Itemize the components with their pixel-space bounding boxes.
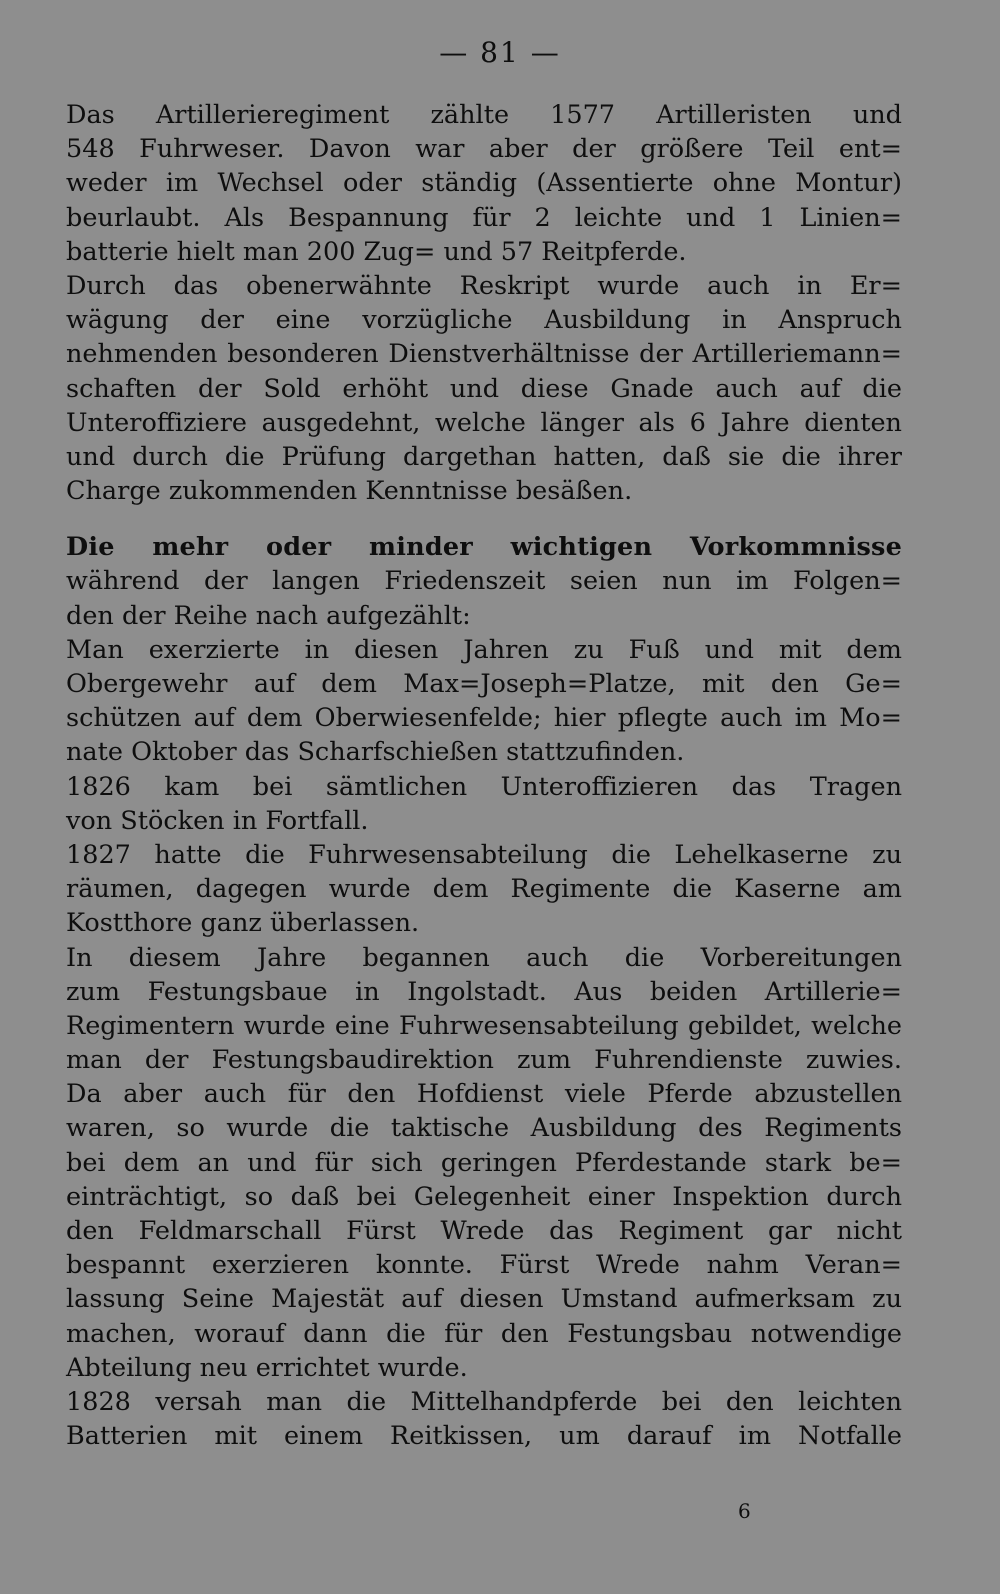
text-line: räumen, dagegen wurde dem Regimente die Kaserne am xyxy=(66,874,902,905)
text-line: 1827 hatte die Fuhrwesensabteilung die Lehelkaserne zu xyxy=(66,839,902,870)
text-line: lassung Seine Majestät auf diesen Umstand aufmerksam zu xyxy=(66,1284,902,1315)
text-line: Die mehr oder minder wichtigen Vorkommnisse xyxy=(66,532,902,563)
text-line: 1828 versah man die Mittelhandpferde bei den leichten xyxy=(66,1386,902,1417)
text-line: nate Oktober das Scharfschießen stattzufinden. xyxy=(66,737,685,768)
page-number: — 81 — xyxy=(439,36,561,69)
text-line: batterie hielt man 200 Zug= und 57 Reitpferde. xyxy=(66,236,687,267)
text-line: Charge zukommenden Kenntnisse besäßen. xyxy=(66,476,633,507)
text-line: bei dem an und für sich geringen Pferdestande stark be= xyxy=(66,1147,902,1178)
text-line: einträchtigt, so daß bei Gelegenheit einer Inspektion durch xyxy=(66,1181,902,1212)
text-line: Unteroffiziere ausgedehnt, welche länger als 6 Jahre dienten xyxy=(66,407,902,438)
text-line: den Feldmarschall Fürst Wrede das Regiment gar nicht xyxy=(66,1216,902,1246)
body-text xyxy=(66,98,902,1453)
text-line: Batterien mit einem Reitkissen, um darauf im Notfalle xyxy=(66,1421,902,1452)
text-line: schützen auf dem Oberwiesenfelde; hier pflegte auch im Mo= xyxy=(66,703,902,734)
text-line: machen, worauf dann die für den Festungsbau notwendige xyxy=(66,1318,902,1349)
text-line: man der Festungsbaudirektion zum Fuhrendienste zuwies. xyxy=(66,1045,902,1076)
text-line: während der langen Friedenszeit seien nun im Folgen= xyxy=(66,566,902,597)
text-line: schaften der Sold erhöht und diese Gnade auch auf die xyxy=(66,373,902,404)
text-line: 548 Fuhrweser. Davon war aber der größere Teil ent= xyxy=(66,134,902,165)
text-line: waren, so wurde die taktische Ausbildung des Regiments xyxy=(66,1113,902,1144)
text-line: weder im Wechsel oder ständig (Assentierte ohne Montur) xyxy=(66,168,902,199)
text-line: Regimentern wurde eine Fuhrwesensabteilung gebildet, welche xyxy=(66,1010,902,1041)
text-line: beurlaubt. Als Bespannung für 2 leichte und 1 Linien= xyxy=(66,202,902,233)
text-line: bespannt exerzieren konnte. Fürst Wrede nahm Veran= xyxy=(66,1250,902,1281)
text-line: 1826 kam bei sämtlichen Unteroffizieren das Tragen xyxy=(66,771,902,802)
text-line: Das Artillerieregiment zählte 1577 Artilleristen und xyxy=(66,100,902,130)
text-line: Kostthore ganz überlassen. xyxy=(66,908,420,939)
text-line: und durch die Prüfung dargethan hatten, daß sie die ihrer xyxy=(66,441,902,472)
text-line: nehmenden besonderen Dienstverhältnisse der Artilleriemann= xyxy=(66,339,902,370)
text-line: zum Festungsbaue in Ingolstadt. Aus beiden Artillerie= xyxy=(66,976,902,1007)
text-line: Obergewehr auf dem Max=Joseph=Platze, mit den Ge= xyxy=(66,669,902,699)
text-line: In diesem Jahre begannen auch die Vorbereitungen xyxy=(66,942,902,973)
signature-mark: 6 xyxy=(738,1499,751,1523)
paragraph-gap xyxy=(66,508,902,530)
text-line: Abteilung neu errichtet wurde. xyxy=(66,1352,468,1383)
text-line: den der Reihe nach aufgezählt: xyxy=(66,600,471,631)
text-line: Durch das obenerwähnte Reskript wurde auch in Er= xyxy=(66,270,902,301)
text-line: Man exerzierte in diesen Jahren zu Fuß und mit dem xyxy=(66,634,902,665)
text-line: Da aber auch für den Hofdienst viele Pferde abzustellen xyxy=(66,1079,902,1110)
text-line: von Stöcken in Fortfall. xyxy=(66,805,369,836)
text-line: wägung der eine vorzügliche Ausbildung in Anspruch xyxy=(66,305,902,336)
